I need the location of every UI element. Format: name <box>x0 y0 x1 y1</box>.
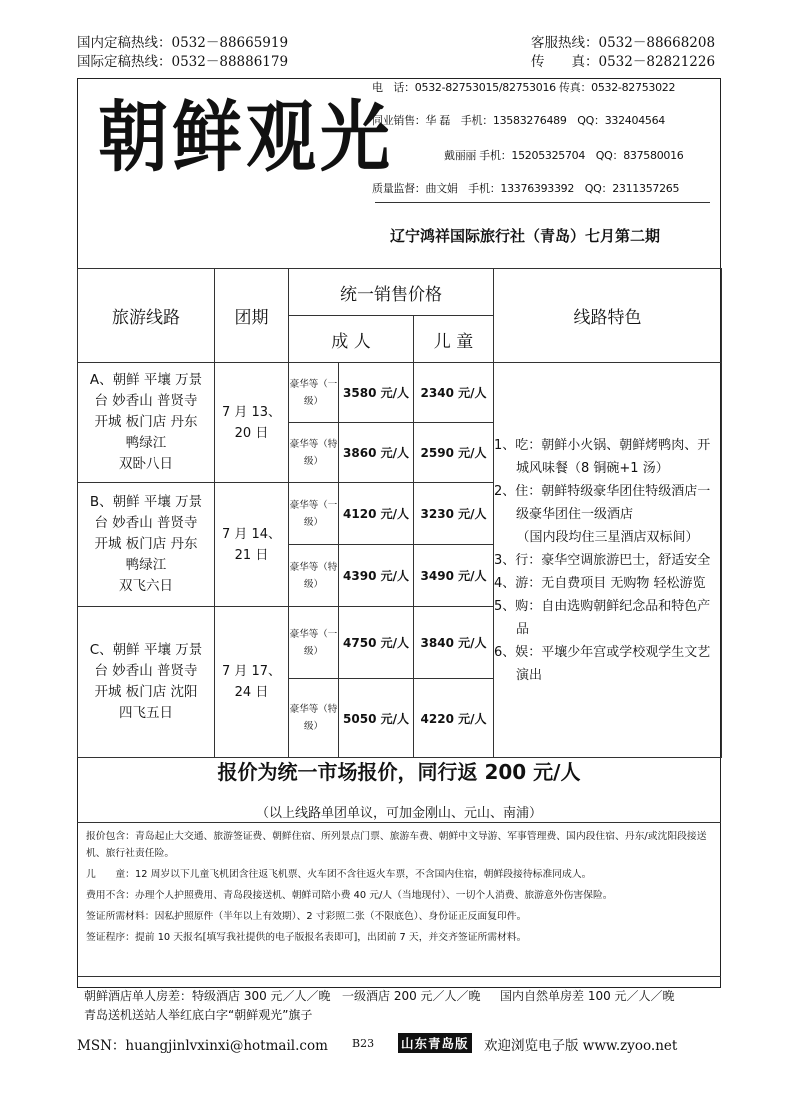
note-visa-procedure: 签证程序：提前 10 天报名[填写我社提供的电子版报名表即可]，出团前 7 天，并交齐签证所需材料。 <box>86 932 527 943</box>
note-includes: 报价包含：青岛起止大交通、旅游签证费、朝鲜住宿、所列景点门票、旅游车费、朝鲜中文导游、军事管理费、国内段住宿、丹东/或沈阳段接送机、旅行社责任险。 <box>86 831 707 859</box>
terms-notes <box>86 828 711 950</box>
route-c: C、朝鲜 平壤 万景 台 妙香山 普贤寺 开城 板门店 沈阳 四飞五日 <box>78 607 215 758</box>
ad-title: 朝鲜观光 <box>98 91 394 183</box>
contact-quality: 质量监督：曲文娟 手机：13376393392 QQ：2311357265 <box>372 182 680 195</box>
period-b: 7 月 14、 21 日 <box>215 483 289 607</box>
level-deluxe-1: 豪华等（一级） <box>289 483 339 545</box>
note-excludes: 费用不含：办理个人护照费用、青岛段接送机、朝鲜司陪小费 40 元/人（当地现付）、一切个人消费、旅游意外伤害保险。 <box>86 890 613 901</box>
route-subnote: （以上线路单团单议，可加金刚山、元山、南浦） <box>255 806 542 821</box>
contact-sales-1: 同业销售：华 磊 手机：13583276489 QQ：332404564 <box>372 114 665 127</box>
header-adult: 成 人 <box>289 316 414 363</box>
route-a: A、朝鲜 平壤 万景 台 妙香山 普贤寺 开城 板门店 丹东 鸭绿江 双卧八日 <box>78 363 215 483</box>
price-child: 3230 元/人 <box>414 483 494 545</box>
note-visa-materials: 签证所需材料：因私护照原件（半年以上有效期）、2 寸彩照二张（不限底色）、身份证正反面复印件。 <box>86 911 527 922</box>
single-room-supplement: 朝鲜酒店单人房差：特级酒店 300 元／人／晚 <box>84 989 331 1003</box>
agency-name: 辽宁鸿祥国际旅行社（青岛）七月第二期 <box>390 227 661 245</box>
note-children: 儿 童：12 周岁以下儿童飞机团含往返飞机票、火车团不含往返火车票，不含国内住宿，朝鲜段接待标准同成人。 <box>86 869 592 880</box>
pickup-note: 青岛送机送站人举红底白字“朝鲜观光”旗子 <box>84 1008 313 1022</box>
welcome-text: 欢迎浏览电子版 www.zyoo.net <box>484 1038 678 1054</box>
first-class-supplement: 一级酒店 200 元／人／晚 <box>342 989 481 1003</box>
edition-badge: 山东青岛版 <box>398 1033 472 1053</box>
domestic-supplement: 国内自然单房差 100 元／人／晚 <box>500 989 675 1003</box>
contact-phone: 电 话：0532-82753015/82753016 传真：0532-82753022 <box>372 81 676 94</box>
service-hotline: 客服热线：0532－88668208 <box>531 35 716 51</box>
level-deluxe-1: 豪华等（一级） <box>289 363 339 423</box>
fax-line: 传 真：0532－82821226 <box>531 54 716 70</box>
period-c: 7 月 17、 24 日 <box>215 607 289 758</box>
price-banner: 报价为统一市场报价，同行返 200 元/人 <box>217 760 581 784</box>
price-child: 2590 元/人 <box>414 423 494 483</box>
level-deluxe-special: 豪华等（特级） <box>289 545 339 607</box>
level-deluxe-1: 豪华等（一级） <box>289 607 339 679</box>
price-adult: 4390 元/人 <box>339 545 414 607</box>
header-features: 线路特色 <box>494 269 722 363</box>
divider <box>77 822 721 823</box>
price-adult: 3860 元/人 <box>339 423 414 483</box>
header-child: 儿 童 <box>414 316 494 363</box>
price-adult: 4750 元/人 <box>339 607 414 679</box>
route-features: 1、吃：朝鲜小火锅、朝鲜烤鸭肉、开城风味餐（8 铜碗+1 汤） 2、住：朝鲜特级豪华团住特级酒店一级豪华团住一级酒店 （国内段均住三星酒店双标间） 3、行：豪华空调旅游巴士，舒适安全 4、游：无自费项目 无购物 轻松游览 5、购：自由选购朝鲜纪念品和特色产品 6、娱：平壤少年宫或学校观学生文艺演出 <box>494 363 722 758</box>
contact-sales-2: 戴丽丽 手机：15205325704 QQ：837580016 <box>444 149 684 162</box>
level-deluxe-special: 豪华等（特级） <box>289 423 339 483</box>
price-table <box>77 268 722 758</box>
header-price: 统一销售价格 <box>289 269 494 316</box>
page-number: B23 <box>352 1037 375 1050</box>
price-adult: 3580 元/人 <box>339 363 414 423</box>
msn-contact: MSN：huangjinlvxinxi@hotmail.com <box>77 1038 328 1054</box>
level-deluxe-special: 豪华等（特级） <box>289 679 339 758</box>
period-a: 7 月 13、 20 日 <box>215 363 289 483</box>
price-adult: 4120 元/人 <box>339 483 414 545</box>
price-child: 4220 元/人 <box>414 679 494 758</box>
header-period: 团期 <box>215 269 289 363</box>
divider <box>375 202 710 203</box>
price-adult: 5050 元/人 <box>339 679 414 758</box>
price-child: 3840 元/人 <box>414 607 494 679</box>
price-child: 2340 元/人 <box>414 363 494 423</box>
price-child: 3490 元/人 <box>414 545 494 607</box>
header-route: 旅游线路 <box>78 269 215 363</box>
divider <box>77 976 721 977</box>
domestic-hotline: 国内定稿热线：0532－88665919 <box>77 35 289 51</box>
intl-hotline: 国际定稿热线：0532－88886179 <box>77 54 289 70</box>
route-b: B、朝鲜 平壤 万景 台 妙香山 普贤寺 开城 板门店 丹东 鸭绿江 双飞六日 <box>78 483 215 607</box>
